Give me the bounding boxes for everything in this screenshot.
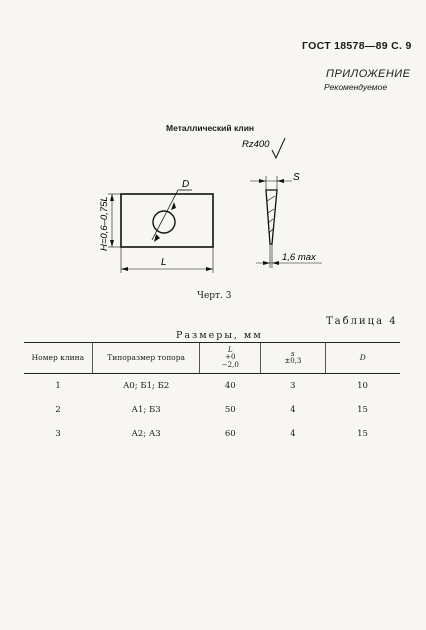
cell-num: 3 [55,429,61,439]
cell-num: 2 [55,405,61,415]
table-row [24,422,400,446]
cell-num: 1 [55,381,61,391]
h-arrow-bottom [110,240,114,247]
cell-l: 60 [224,429,236,439]
header-l-symbol: L [227,345,233,354]
header-l [200,343,261,374]
hole-circle [153,211,175,233]
roughness-label: Rz400 [242,139,270,150]
cell-s: 4 [290,429,296,439]
cell-d: 15 [357,429,368,439]
cell-s: 3 [290,381,296,391]
dimensions-table [24,342,400,446]
cell-s: 4 [290,405,296,415]
tip-label: 1,6 max [282,252,316,263]
cell-l: 40 [224,381,236,391]
cell-axe: А0; Б1; Б2 [122,381,170,391]
table-title: Размеры, мм [176,330,263,341]
h-label: H=0,6–0,75L [99,196,110,251]
h-arrow-top [110,194,114,201]
header-s-symbol: s [291,349,295,358]
s-arrow-right [277,179,284,183]
wedge-hatch-2 [268,209,274,213]
wedge-drawing [0,0,426,300]
header-d: D [325,343,400,374]
header-wedge-number: Номер клина [24,343,92,374]
roughness-check-icon [272,138,285,158]
cell-axe: А2; А3 [131,429,161,439]
table-number: Таблица 4 [326,316,398,327]
s-arrow-left [259,179,266,183]
tip-arrow-left [263,261,270,265]
page-header: ГОСТ 18578—89 С. 9 [302,40,412,52]
cell-d: 15 [357,405,368,415]
header-s-tol: ±0,3 [284,357,302,365]
appendix-title: ПРИЛОЖЕНИЕ [326,68,411,80]
cell-d: 10 [357,381,368,391]
d-label: D [182,179,190,190]
l-arrow-left [121,267,128,271]
header-l-tol-lower: −2,0 [221,360,239,369]
hole-arrow-top [171,202,176,210]
cell-l: 50 [224,405,236,415]
table-row [24,374,400,399]
wedge-hatch-1 [267,196,275,201]
table-row [24,398,400,422]
appendix-subtitle: Рекомендуемое [324,82,388,92]
l-label: L [161,257,167,268]
tip-arrow-right [272,261,279,265]
figure-title: Металлический клин [166,123,255,133]
wedge-plan-outline [121,194,213,247]
l-arrow-right [206,267,213,271]
table-header-row [24,343,400,374]
cell-axe: А1; Б3 [131,405,161,415]
figure-caption: Черт. 3 [197,291,232,301]
header-l-tol-upper: +0 [225,353,236,362]
header-s [261,343,325,374]
s-label: S [293,172,300,183]
header-axe-size: Типоразмер топора [92,343,200,374]
